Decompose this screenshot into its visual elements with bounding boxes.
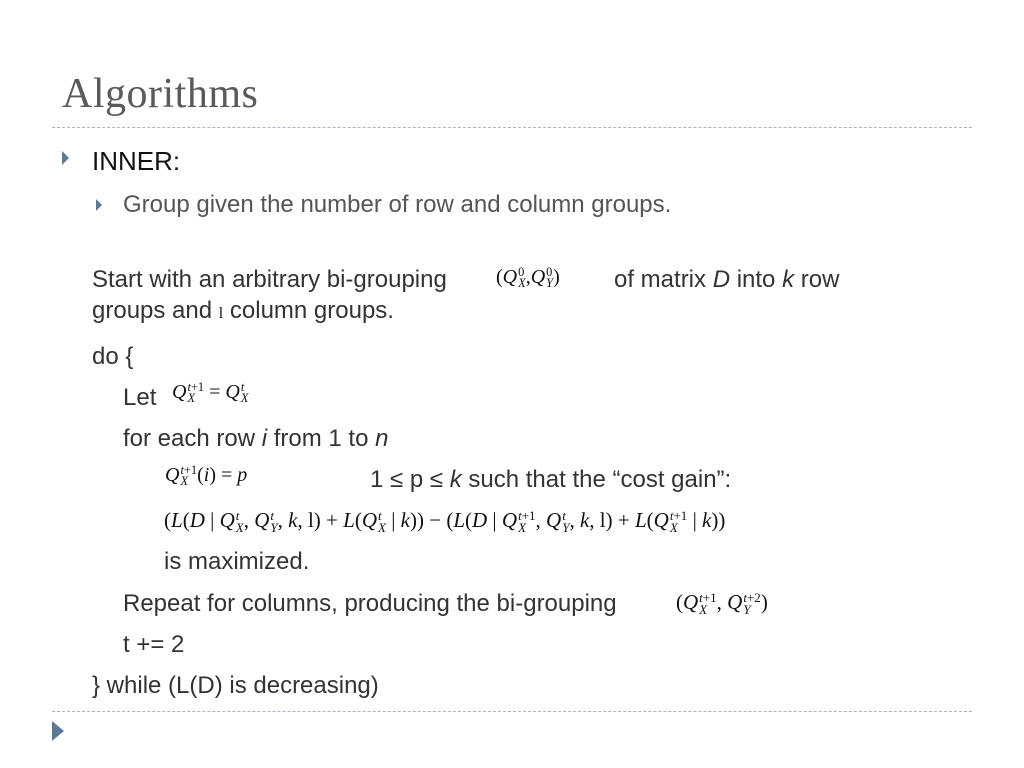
constraint-line: 1 ≤ p ≤ k such that the “cost gain”: <box>370 466 732 493</box>
maximized-line: is maximized. <box>164 548 310 575</box>
for-line: for each row i from 1 to n <box>123 425 389 452</box>
start-line <box>92 266 447 294</box>
slide-title: Algorithms <box>62 71 259 117</box>
cost-gain-formula: (L(D | Q t X , Q t Y , k, l) + L(Q t X | k)) − (L(D | Q t+1 X , Q t Y , k, l) + L(Q t+1 X | k)) <box>164 508 726 536</box>
groups-line: groups and l column groups. <box>92 297 394 324</box>
let-label: Let <box>123 384 157 411</box>
k-variable: k <box>782 266 795 293</box>
repeat-line: Repeat for columns, producing the bi-grouping <box>123 590 617 617</box>
while-line: } while (L(D) is decreasing) <box>92 672 379 699</box>
increment-line: t += 2 <box>123 631 185 658</box>
assignment-formula: Q t+1 X (i) = p <box>165 463 248 489</box>
next-bigrouping-formula: (Q t+1 X , Q t+2 Y ) <box>676 590 768 618</box>
l-variable: l <box>218 305 224 322</box>
initial-bigrouping-formula: (Q 0 X ,Q 0 Y ) <box>496 265 560 291</box>
bullet-level-2: Group given the number of row and column groups. <box>123 191 672 218</box>
do-open: do { <box>92 343 134 370</box>
footer-divider <box>52 711 972 712</box>
start-suffix: of matrix D into k row <box>614 266 840 293</box>
let-formula: Q t+1 X = Q t X <box>172 380 249 406</box>
triangle-bullet-icon <box>96 199 102 211</box>
bullet-level-1: INNER: <box>92 146 181 176</box>
title-divider <box>52 127 972 128</box>
start-prefix: Start with an arbitrary bi-grouping <box>92 266 447 293</box>
matrix-variable: D <box>712 266 731 293</box>
triangle-bullet-icon <box>62 151 69 165</box>
triangle-right-icon <box>52 721 64 741</box>
